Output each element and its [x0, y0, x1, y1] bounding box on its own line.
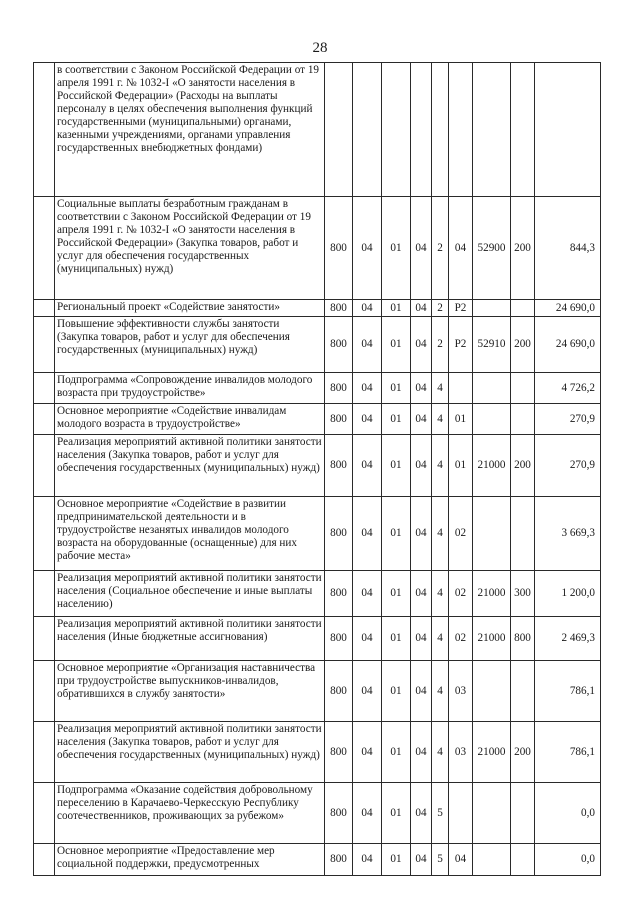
code-cell-c4: 04	[411, 617, 432, 661]
code-cell-c2: 04	[353, 373, 382, 404]
item-name-cell: Повышение эффективности службы занятости (Закупка товаров, работ и услуг для обеспечения государственных (муниципальных) нужд)	[55, 317, 325, 373]
code-cell-c3: 01	[382, 197, 411, 300]
code-cell-c1: 800	[325, 661, 353, 722]
table-row	[34, 497, 601, 571]
code-cell-c8	[511, 783, 535, 844]
item-name-cell: Реализация мероприятий активной политики занятости населения (Социальное обеспечение и иные выплаты населению)	[55, 571, 325, 617]
code-cell-c4: 04	[411, 497, 432, 571]
code-cell-c1	[325, 63, 353, 197]
code-cell-c8	[511, 373, 535, 404]
code-cell-c8: 300	[511, 571, 535, 617]
row-number-cell	[34, 497, 55, 571]
row-number-cell	[34, 435, 55, 497]
code-cell-c6: 02	[449, 617, 473, 661]
code-cell-c5: 4	[432, 571, 449, 617]
code-cell-c1: 800	[325, 571, 353, 617]
item-name-cell: Реализация мероприятий активной политики занятости населения (Закупка товаров, работ и услуг для обеспечения государственных (муниципальных) нужд)	[55, 722, 325, 783]
code-cell-c8: 200	[511, 317, 535, 373]
code-cell-c4: 04	[411, 404, 432, 435]
item-name-cell: Основное мероприятие «Организация наставничества при трудоустройстве выпускников-инвалидов, обратившихся в службу занятости»	[55, 661, 325, 722]
code-cell-c4: 04	[411, 317, 432, 373]
item-name-cell: Реализация мероприятий активной политики занятости населения (Иные бюджетные ассигнования)	[55, 617, 325, 661]
code-cell-c8	[511, 497, 535, 571]
code-cell-c6: 03	[449, 722, 473, 783]
code-cell-c5: 2	[432, 197, 449, 300]
row-number-cell	[34, 617, 55, 661]
table-row	[34, 63, 601, 197]
amount-cell: 786,1	[535, 722, 601, 783]
table-row	[34, 300, 601, 317]
code-cell-c3: 01	[382, 571, 411, 617]
code-cell-c1: 800	[325, 197, 353, 300]
code-cell-c7	[473, 404, 511, 435]
code-cell-c8: 800	[511, 617, 535, 661]
code-cell-c2: 04	[353, 404, 382, 435]
code-cell-c4: 04	[411, 722, 432, 783]
item-name-cell: Подпрограмма «Оказание содействия добровольному переселению в Карачаево-Черкесскую Республику соотечественников, проживающих за рубежом»	[55, 783, 325, 844]
code-cell-c7	[473, 63, 511, 197]
amount-cell: 270,9	[535, 435, 601, 497]
row-number-cell	[34, 317, 55, 373]
row-number-cell	[34, 722, 55, 783]
code-cell-c5: 4	[432, 404, 449, 435]
table-body	[34, 63, 601, 876]
code-cell-c5: 2	[432, 300, 449, 317]
code-cell-c7: 21000	[473, 617, 511, 661]
code-cell-c4: 04	[411, 435, 432, 497]
code-cell-c5: 4	[432, 373, 449, 404]
code-cell-c2: 04	[353, 300, 382, 317]
table-row	[34, 571, 601, 617]
code-cell-c5: 2	[432, 317, 449, 373]
code-cell-c1: 800	[325, 497, 353, 571]
amount-cell: 786,1	[535, 661, 601, 722]
code-cell-c3: 01	[382, 844, 411, 876]
code-cell-c2: 04	[353, 783, 382, 844]
amount-cell: 4 726,2	[535, 373, 601, 404]
code-cell-c1: 800	[325, 317, 353, 373]
code-cell-c4: 04	[411, 661, 432, 722]
code-cell-c6	[449, 783, 473, 844]
code-cell-c3: 01	[382, 317, 411, 373]
row-number-cell	[34, 300, 55, 317]
amount-cell: 270,9	[535, 404, 601, 435]
code-cell-c7: 52910	[473, 317, 511, 373]
code-cell-c7	[473, 300, 511, 317]
code-cell-c6: P2	[449, 317, 473, 373]
code-cell-c7: 52900	[473, 197, 511, 300]
item-name-cell: Основное мероприятие «Содействие инвалидам молодого возраста в трудоустройстве»	[55, 404, 325, 435]
code-cell-c5: 4	[432, 661, 449, 722]
code-cell-c6	[449, 373, 473, 404]
code-cell-c6: 04	[449, 197, 473, 300]
code-cell-c5: 4	[432, 497, 449, 571]
item-name-cell: Социальные выплаты безработным гражданам в соответствии с Законом Российской Федерации от 19 апреля 1991 г. № 1032-I «О занятости населения в Российской Федерации» (Закупка товаров, работ и услуг для обеспечения государственных (муниципальных) нужд)	[55, 197, 325, 300]
amount-cell: 24 690,0	[535, 300, 601, 317]
code-cell-c4: 04	[411, 300, 432, 317]
code-cell-c6: 02	[449, 571, 473, 617]
code-cell-c8	[511, 63, 535, 197]
code-cell-c2: 04	[353, 435, 382, 497]
table-row	[34, 435, 601, 497]
code-cell-c7	[473, 373, 511, 404]
table-row	[34, 317, 601, 373]
row-number-cell	[34, 404, 55, 435]
code-cell-c3: 01	[382, 722, 411, 783]
code-cell-c4: 04	[411, 844, 432, 876]
code-cell-c4: 04	[411, 571, 432, 617]
code-cell-c3: 01	[382, 617, 411, 661]
row-number-cell	[34, 373, 55, 404]
code-cell-c5: 4	[432, 435, 449, 497]
code-cell-c6: 01	[449, 435, 473, 497]
code-cell-c2: 04	[353, 571, 382, 617]
code-cell-c1: 800	[325, 373, 353, 404]
code-cell-c2: 04	[353, 844, 382, 876]
code-cell-c2: 04	[353, 197, 382, 300]
code-cell-c6: 04	[449, 844, 473, 876]
table-row	[34, 404, 601, 435]
item-name-cell: Основное мероприятие «Содействие в развитии предпринимательской деятельности и в трудоустройстве незанятых инвалидов молодого возраста на оборудованные (оснащенные) для них рабочие места»	[55, 497, 325, 571]
amount-cell: 0,0	[535, 783, 601, 844]
table-row	[34, 844, 601, 876]
code-cell-c4: 04	[411, 373, 432, 404]
code-cell-c2	[353, 63, 382, 197]
code-cell-c1: 800	[325, 617, 353, 661]
code-cell-c5: 4	[432, 617, 449, 661]
code-cell-c2: 04	[353, 661, 382, 722]
table-row	[34, 197, 601, 300]
code-cell-c3: 01	[382, 300, 411, 317]
item-name-cell: в соответствии с Законом Российской Федерации от 19 апреля 1991 г. № 1032-I «О занятости населения в Российской Федерации» (Расходы на выплаты персоналу в целях обеспечения выполнения функций государственными (муниципальными) органами, казенными учреждениями, органами управления государственных внебюджетных фондами)	[55, 63, 325, 197]
code-cell-c3	[382, 63, 411, 197]
code-cell-c3: 01	[382, 435, 411, 497]
code-cell-c8	[511, 300, 535, 317]
code-cell-c7	[473, 844, 511, 876]
code-cell-c4: 04	[411, 783, 432, 844]
code-cell-c1: 800	[325, 435, 353, 497]
code-cell-c5: 4	[432, 722, 449, 783]
item-name-cell: Подпрограмма «Сопровождение инвалидов молодого возраста при трудоустройстве»	[55, 373, 325, 404]
code-cell-c1: 800	[325, 844, 353, 876]
item-name-cell: Основное мероприятие «Предоставление мер социальной поддержки, предусмотренных	[55, 844, 325, 876]
code-cell-c8	[511, 404, 535, 435]
amount-cell	[535, 63, 601, 197]
code-cell-c6: 03	[449, 661, 473, 722]
code-cell-c5: 5	[432, 844, 449, 876]
row-number-cell	[34, 197, 55, 300]
code-cell-c8	[511, 844, 535, 876]
row-number-cell	[34, 661, 55, 722]
code-cell-c3: 01	[382, 497, 411, 571]
table-row	[34, 617, 601, 661]
table-row	[34, 661, 601, 722]
code-cell-c6	[449, 63, 473, 197]
code-cell-c4: 04	[411, 197, 432, 300]
code-cell-c2: 04	[353, 317, 382, 373]
table-row	[34, 783, 601, 844]
code-cell-c3: 01	[382, 373, 411, 404]
code-cell-c7	[473, 783, 511, 844]
amount-cell: 3 669,3	[535, 497, 601, 571]
code-cell-c5: 5	[432, 783, 449, 844]
code-cell-c3: 01	[382, 404, 411, 435]
table-row	[34, 722, 601, 783]
code-cell-c2: 04	[353, 722, 382, 783]
amount-cell: 1 200,0	[535, 571, 601, 617]
code-cell-c1: 800	[325, 300, 353, 317]
code-cell-c1: 800	[325, 783, 353, 844]
code-cell-c7	[473, 497, 511, 571]
row-number-cell	[34, 63, 55, 197]
budget-table	[33, 62, 601, 876]
amount-cell: 2 469,3	[535, 617, 601, 661]
code-cell-c3: 01	[382, 661, 411, 722]
item-name-cell: Реализация мероприятий активной политики занятости населения (Закупка товаров, работ и услуг для обеспечения государственных (муниципальных) нужд)	[55, 435, 325, 497]
code-cell-c8: 200	[511, 197, 535, 300]
code-cell-c1: 800	[325, 722, 353, 783]
code-cell-c3: 01	[382, 783, 411, 844]
page-number: 28	[312, 40, 328, 56]
code-cell-c2: 04	[353, 617, 382, 661]
code-cell-c7	[473, 661, 511, 722]
row-number-cell	[34, 783, 55, 844]
amount-cell: 24 690,0	[535, 317, 601, 373]
item-name-cell: Региональный проект «Содействие занятости»	[55, 300, 325, 317]
code-cell-c7: 21000	[473, 722, 511, 783]
amount-cell: 844,3	[535, 197, 601, 300]
code-cell-c6: 01	[449, 404, 473, 435]
row-number-cell	[34, 844, 55, 876]
code-cell-c8	[511, 661, 535, 722]
code-cell-c8: 200	[511, 435, 535, 497]
code-cell-c7: 21000	[473, 435, 511, 497]
row-number-cell	[34, 571, 55, 617]
table-row	[34, 373, 601, 404]
code-cell-c7: 21000	[473, 571, 511, 617]
amount-cell: 0,0	[535, 844, 601, 876]
code-cell-c2: 04	[353, 497, 382, 571]
code-cell-c1: 800	[325, 404, 353, 435]
code-cell-c4	[411, 63, 432, 197]
code-cell-c8: 200	[511, 722, 535, 783]
code-cell-c6: 02	[449, 497, 473, 571]
code-cell-c6: P2	[449, 300, 473, 317]
code-cell-c5	[432, 63, 449, 197]
